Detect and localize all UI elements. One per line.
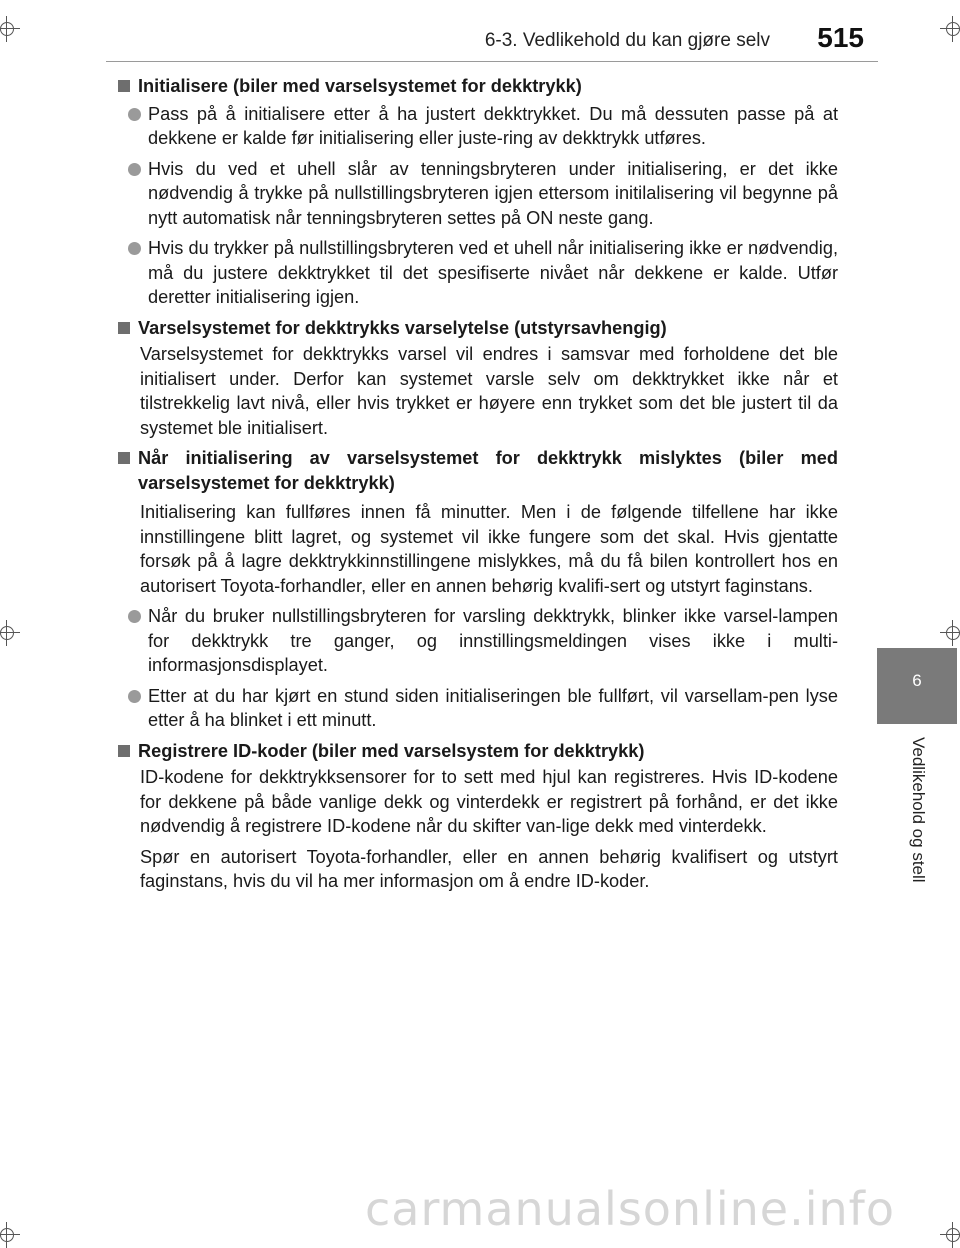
section-title: 6-3. Vedlikehold du kan gjøre selv [484, 30, 770, 51]
list-item [118, 604, 838, 678]
section-heading-text: Varselsystemet for dekktrykks varselytelse (utstyrsavhengig) [138, 317, 667, 338]
section-heading [118, 739, 838, 764]
circle-bullet-icon [128, 242, 141, 255]
list-item-text: Hvis du ved et uhell slår av tenningsbryteren under initialisering, er det ikke nødvendig å trykke på nullstillingsbryteren igjen ettersom initilalisering vil begynne på nytt automatisk når tenningsbryteren settes på ON neste gang. [148, 158, 838, 228]
section-heading-text: Initialisere (biler med varselsystemet for dekktrykk) [138, 76, 582, 96]
chapter-label-container [893, 732, 939, 912]
list-item [118, 236, 838, 310]
section-heading-text: Registrere ID-koder (biler med varselsystem for dekktrykk) [138, 740, 645, 761]
page-number: 515 [817, 22, 864, 53]
list-item-text: Når du bruker nullstillingsbryteren for varsling dekktrykk, blinker ikke varsel-lampen for dekktrykk tre ganger, og innstillingsmeldingen vises ikke i multi-informasjonsdisplayet. [148, 606, 838, 675]
list-item-text: Hvis du trykker på nullstillingsbryteren ved et uhell når initialisering ikke er nødvendig, må du justere dekktrykket til det spesifiserte nivået når dekkene er kalde. Utfør deretter initialisering igjen. [148, 238, 838, 307]
circle-bullet-icon [128, 108, 141, 121]
square-bullet-icon [118, 452, 130, 464]
chapter-number: 6 [912, 671, 922, 690]
section-heading [118, 446, 838, 495]
header-rule [106, 61, 878, 62]
circle-bullet-icon [128, 163, 141, 176]
chapter-tab [877, 648, 957, 724]
section-heading [118, 316, 838, 341]
square-bullet-icon [118, 745, 130, 757]
list-item-text: Etter at du har kjørt en stund siden initialiseringen ble fullført, vil varsellam-pen lyse etter å ha blinket i ett minutt. [148, 685, 838, 730]
paragraph: Initialisering kan fullføres innen få minutter. Men i de følgende tilfellene har ikke innstillingene blitt lagret, og systemet vil ikke fungere som det skal. Hvis gjentatte forsøk på å lagre dekktrykkinnstillingene mislykkes, må du få bilen kontrollert hos en autorisert Toyota-forhandler, eller en annen behørig kvalifi-sert og utstyrt faginstans. [140, 502, 838, 596]
square-bullet-icon [118, 322, 130, 334]
list-item-text: Pass på å initialisere etter å ha justert dekktrykket. Du må dessuten passe på at dekkene er kalde før initialisering eller juste-ring av dekktrykk utføres. [148, 103, 838, 148]
list-item [118, 102, 838, 151]
paragraph: Spør en autorisert Toyota-forhandler, eller en annen behørig kvalifisert og utstyrt faginstans, hvis du vil ha mer informasjon om å endre ID-koder. [140, 846, 838, 891]
square-bullet-icon [118, 80, 130, 92]
chapter-label: Vedlikehold og stell [909, 737, 928, 883]
section-heading [118, 74, 838, 99]
circle-bullet-icon [128, 610, 141, 623]
section-heading-text: Når initialisering av varselsystemet for dekktrykk mislyktes (biler med varselsystemet for dekktrykk) [138, 448, 838, 493]
list-item [118, 157, 838, 231]
page-header [0, 0, 960, 62]
circle-bullet-icon [128, 690, 141, 703]
watermark-text: carmanualsonline.info [364, 1182, 896, 1236]
watermark [0, 1182, 960, 1236]
paragraph: Varselsystemet for dekktrykks varsel vil endres i samsvar med forholdene det ble initialisert under. Derfor kan systemet varsle selv om dekktrykket ikke når et tilstrekkelig lavt nivå, eller hvis trykket er høyere enn trykket som det ble justert til da systemet ble initialisert. [140, 344, 838, 438]
crop-mark-mid-right [940, 620, 960, 646]
paragraph: ID-kodene for dekktrykksensorer for to sett med hjul kan registreres. Hvis ID-kodene for dekkene på både vanlige dekk og vinterdekk er registrert på forhånd, er det ikke nødvendig å registrere ID-kodene når du skifter van-lige dekk med vinterdekk. [140, 767, 838, 836]
crop-mark-mid-left [0, 620, 20, 646]
list-item [118, 684, 838, 733]
page-content [118, 66, 838, 894]
